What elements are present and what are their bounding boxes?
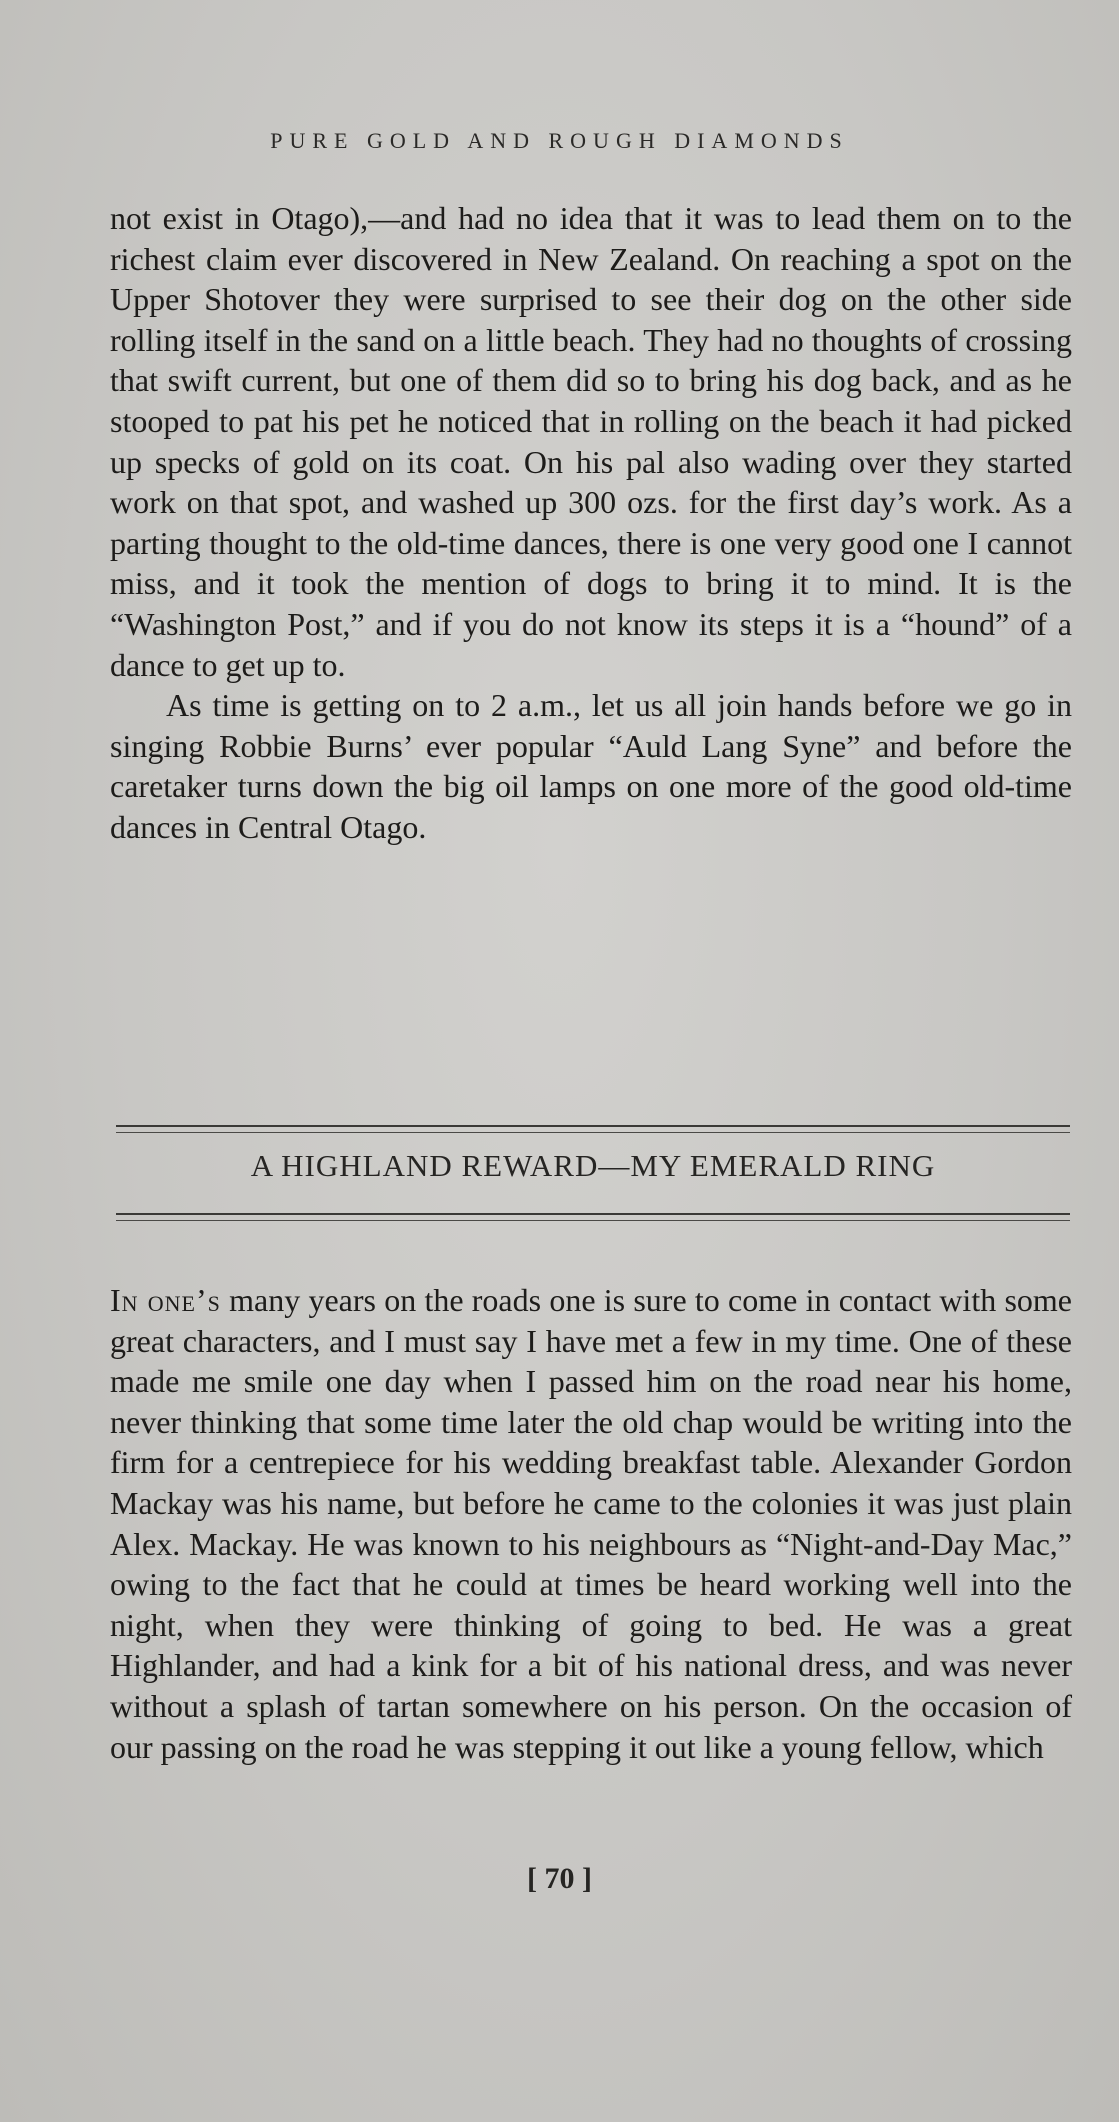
running-head: PURE GOLD AND ROUGH DIAMONDS xyxy=(270,128,849,153)
paragraph: not exist in Otago),—and had no idea that it was to lead them on to the richest claim ever discovered in New Zealand. On reaching a spot on the Upper Shotover they were surprised to see their dog on the other side rolling itself in the sand on a little beach. They had no thoughts of crossing that swift current, but one of them did so to bring his dog back, and as he stooped to pat his pet he noticed that in rolling on the beach it had picked up specks of gold on its coat. On his pal also wading over they started work on that spot, and washed up 300 ozs. for the first day’s work. As a parting thought to the old-time dances, there is one very good one I cannot miss, and it took the mention of dogs to bring it to mind. It is the “Washington Post,” and if you do not know its steps it is a “hound” of a dance to get up to. xyxy=(110,200,1072,683)
section-rule-top xyxy=(116,1125,1070,1133)
lead-in-small-caps: In one’s xyxy=(110,1282,221,1318)
section-rule-bottom xyxy=(116,1213,1070,1221)
paragraph xyxy=(110,1280,1072,1767)
page-number: [ 70 ] xyxy=(527,1862,592,1895)
section-one-text xyxy=(110,198,1072,848)
paragraph-text: many years on the roads one is sure to come in contact with some great characters, and I must say I have met a few in my time. One of these made me smile one day when I passed him on the road near his home, never thinking that some time later the old chap would be writing into the firm for a centrepiece for his wedding breakfast table. Alexander Gordon Mackay was his name, but before he came to the colonies it was just plain Alex. Mackay. He was known to his neighbours as “Night-and-Day Mac,” owing to the fact that he could at times be heard working well into the night, when they were thinking of going to bed. He was a great Highlander, and had a kink for a bit of his national dress, and was never without a splash of tartan somewhere on his person. On the occasion of our passing on the road he was stepping it out like a young fellow, which xyxy=(110,1282,1072,1765)
paragraph: As time is getting on to 2 a.m., let us all join hands before we go in singing Robbie Burns’ ever popular “Auld Lang Syne” and before the caretaker turns down the big oil lamps on one more of the good old-time dances in Central Otago. xyxy=(110,687,1072,845)
section-two-text xyxy=(110,1280,1072,1767)
section-title: A HIGHLAND REWARD—MY EMERALD RING xyxy=(250,1148,936,1183)
